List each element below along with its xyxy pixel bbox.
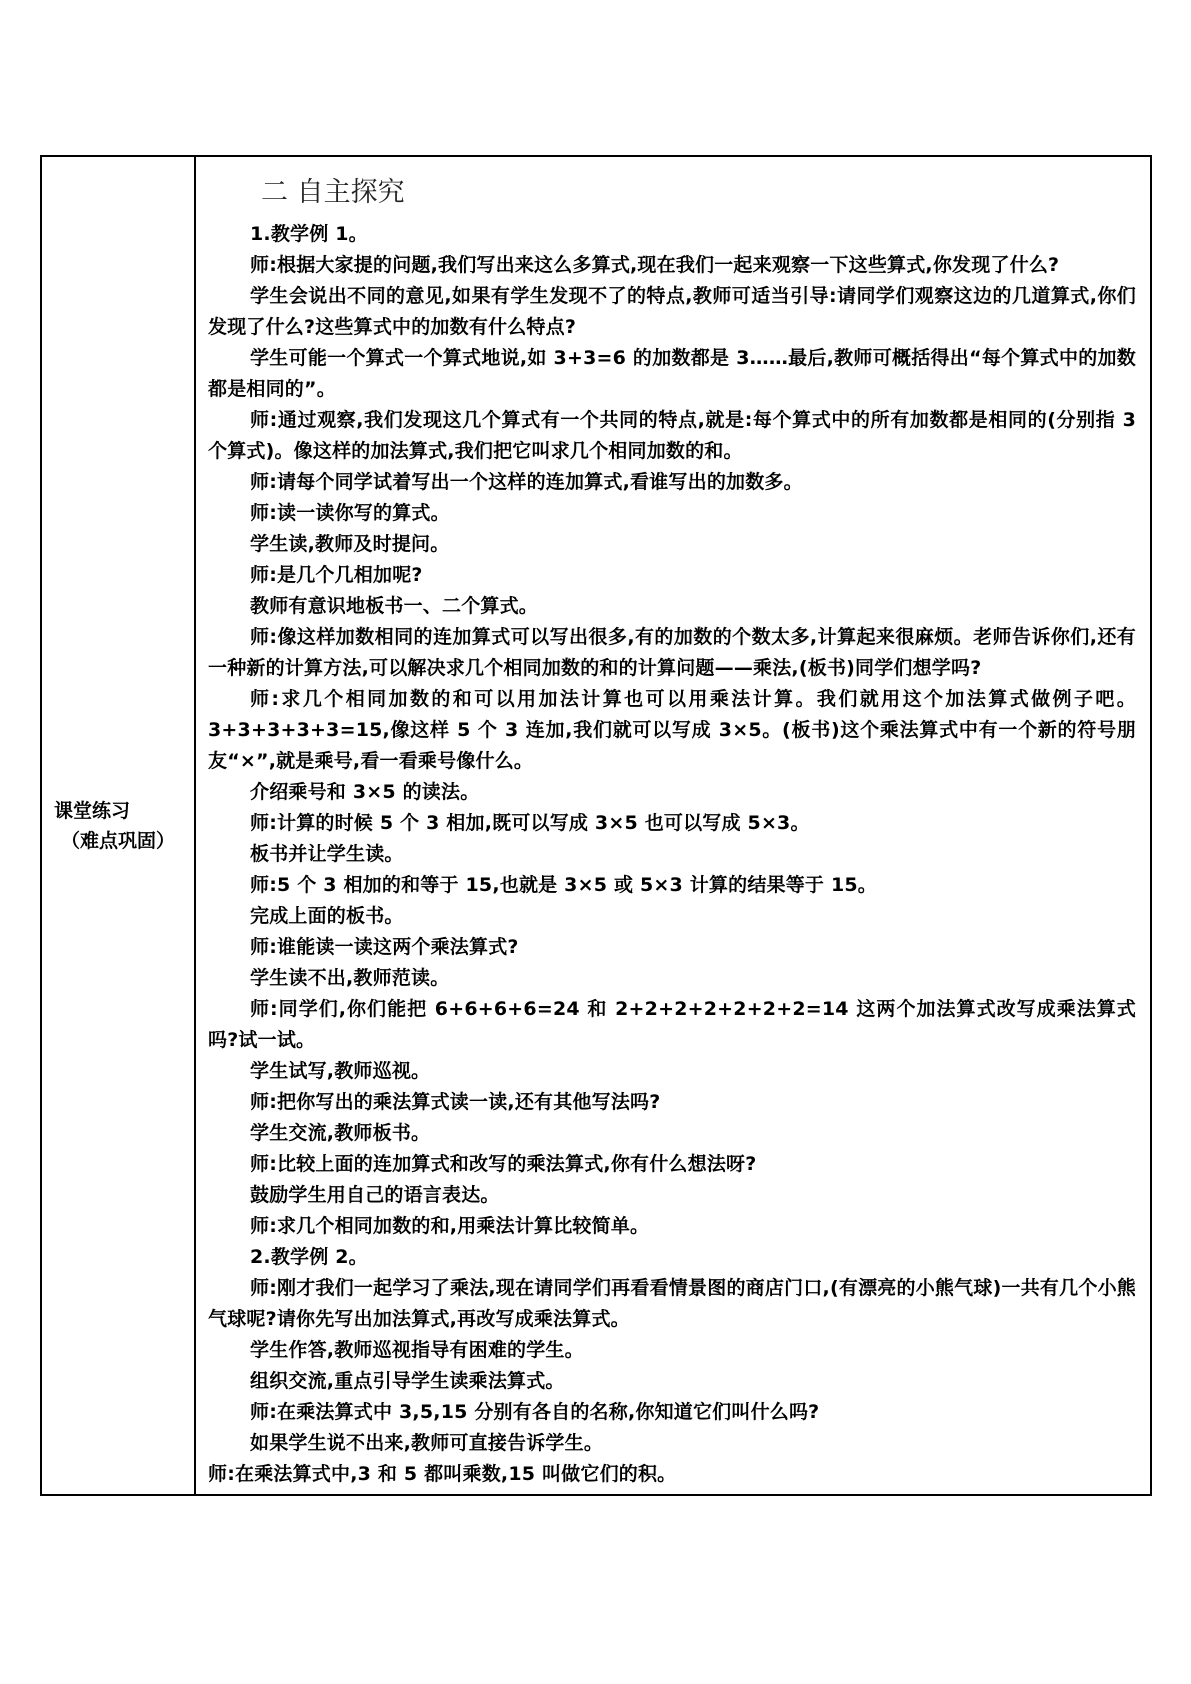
- paragraph: 2.教学例 2。: [250, 1246, 368, 1268]
- paragraph: 师:读一读你写的算式。: [250, 502, 450, 524]
- section-heading: 二 自主探究: [261, 177, 405, 208]
- paragraph: 介绍乘号和 3×5 的读法。: [250, 781, 480, 803]
- paragraph: 组织交流,重点引导学生读乘法算式。: [250, 1370, 565, 1392]
- table-row: [41, 156, 1151, 1495]
- paragraph: 如果学生说不出来,教师可直接告诉学生。: [250, 1432, 604, 1454]
- paragraph: 学生试写,教师巡视。: [250, 1060, 431, 1082]
- paragraph: 师:在乘法算式中,3 和 5 都叫乘数,15 叫做它们的积。: [208, 1463, 677, 1485]
- paragraph: 师:求几个相同加数的和可以用加法计算也可以用乘法计算。我们就用这个加法算式做例子吧。3+3+3+3+3=15,像这样 5 个 3 连加,我们就可以写成 3×5。(板书)这个乘法算式中有一个新的符号朋友“×”,就是乘号,看一看乘号像什么。: [208, 688, 1136, 772]
- paragraph: 1.教学例 1。: [250, 223, 368, 245]
- paragraph: 师:刚才我们一起学习了乘法,现在请同学们再看看情景图的商店门口,(有漂亮的小熊气球)一共有几个小熊气球呢?请你先写出加法算式,再改写成乘法算式。: [208, 1277, 1136, 1330]
- paragraph: 学生读不出,教师范读。: [250, 967, 450, 989]
- paragraph: 学生作答,教师巡视指导有困难的学生。: [250, 1339, 584, 1361]
- row-label-title: 课堂练习: [54, 799, 131, 822]
- paragraph: 师:像这样加数相同的连加算式可以写出很多,有的加数的个数太多,计算起来很麻烦。老师告诉你们,还有一种新的计算方法,可以解决求几个相同加数的和的计算问题——乘法,(板书)同学们想学吗?: [208, 626, 1136, 679]
- paragraph: 师:同学们,你们能把 6+6+6+6=24 和 2+2+2+2+2+2+2=14 这两个加法算式改写成乘法算式吗?试一试。: [208, 998, 1136, 1051]
- row-label: [42, 796, 194, 856]
- paragraph: 学生可能一个算式一个算式地说,如 3+3=6 的加数都是 3……最后,教师可概括得出“每个算式中的加数都是相同的”。: [208, 347, 1136, 400]
- paragraph: 师:比较上面的连加算式和改写的乘法算式,你有什么想法呀?: [250, 1153, 757, 1175]
- lesson-plan-table: [40, 155, 1152, 1496]
- paragraph-list: [208, 219, 1136, 1490]
- paragraph: 师:根据大家提的问题,我们写出来这么多算式,现在我们一起来观察一下这些算式,你发现了什么?: [250, 254, 1060, 276]
- paragraph: 师:在乘法算式中 3,5,15 分别有各自的名称,你知道它们叫什么吗?: [250, 1401, 820, 1423]
- paragraph: 师:通过观察,我们发现这几个算式有一个共同的特点,就是:每个算式中的所有加数都是相同的(分别指 3 个算式)。像这样的加法算式,我们把它叫求几个相同加数的和。: [208, 409, 1136, 462]
- paragraph: 学生读,教师及时提问。: [250, 533, 450, 555]
- row-label-cell: [41, 156, 195, 1495]
- row-content-cell: [195, 156, 1151, 1495]
- paragraph: 鼓励学生用自己的语言表达。: [250, 1184, 500, 1206]
- paragraph: 学生会说出不同的意见,如果有学生发现不了的特点,教师可适当引导:请同学们观察这边的几道算式,你们发现了什么?这些算式中的加数有什么特点?: [208, 285, 1136, 338]
- paragraph: 师:求几个相同加数的和,用乘法计算比较简单。: [250, 1215, 650, 1237]
- paragraph: 师:是几个几相加呢?: [250, 564, 423, 586]
- row-label-subtitle: （难点巩固）: [60, 829, 175, 852]
- paragraph: 学生交流,教师板书。: [250, 1122, 431, 1144]
- paragraph: 师:谁能读一读这两个乘法算式?: [250, 936, 519, 958]
- paragraph: 师:把你写出的乘法算式读一读,还有其他写法吗?: [250, 1091, 661, 1113]
- paragraph: 师:请每个同学试着写出一个这样的连加算式,看谁写出的加数多。: [250, 471, 803, 493]
- paragraph: 师:计算的时候 5 个 3 相加,既可以写成 3×5 也可以写成 5×3。: [250, 812, 810, 834]
- paragraph: 师:5 个 3 相加的和等于 15,也就是 3×5 或 5×3 计算的结果等于 15。: [250, 874, 877, 896]
- paragraph: 板书并让学生读。: [250, 843, 404, 865]
- paragraph: 完成上面的板书。: [250, 905, 404, 927]
- paragraph: 教师有意识地板书一、二个算式。: [250, 595, 539, 617]
